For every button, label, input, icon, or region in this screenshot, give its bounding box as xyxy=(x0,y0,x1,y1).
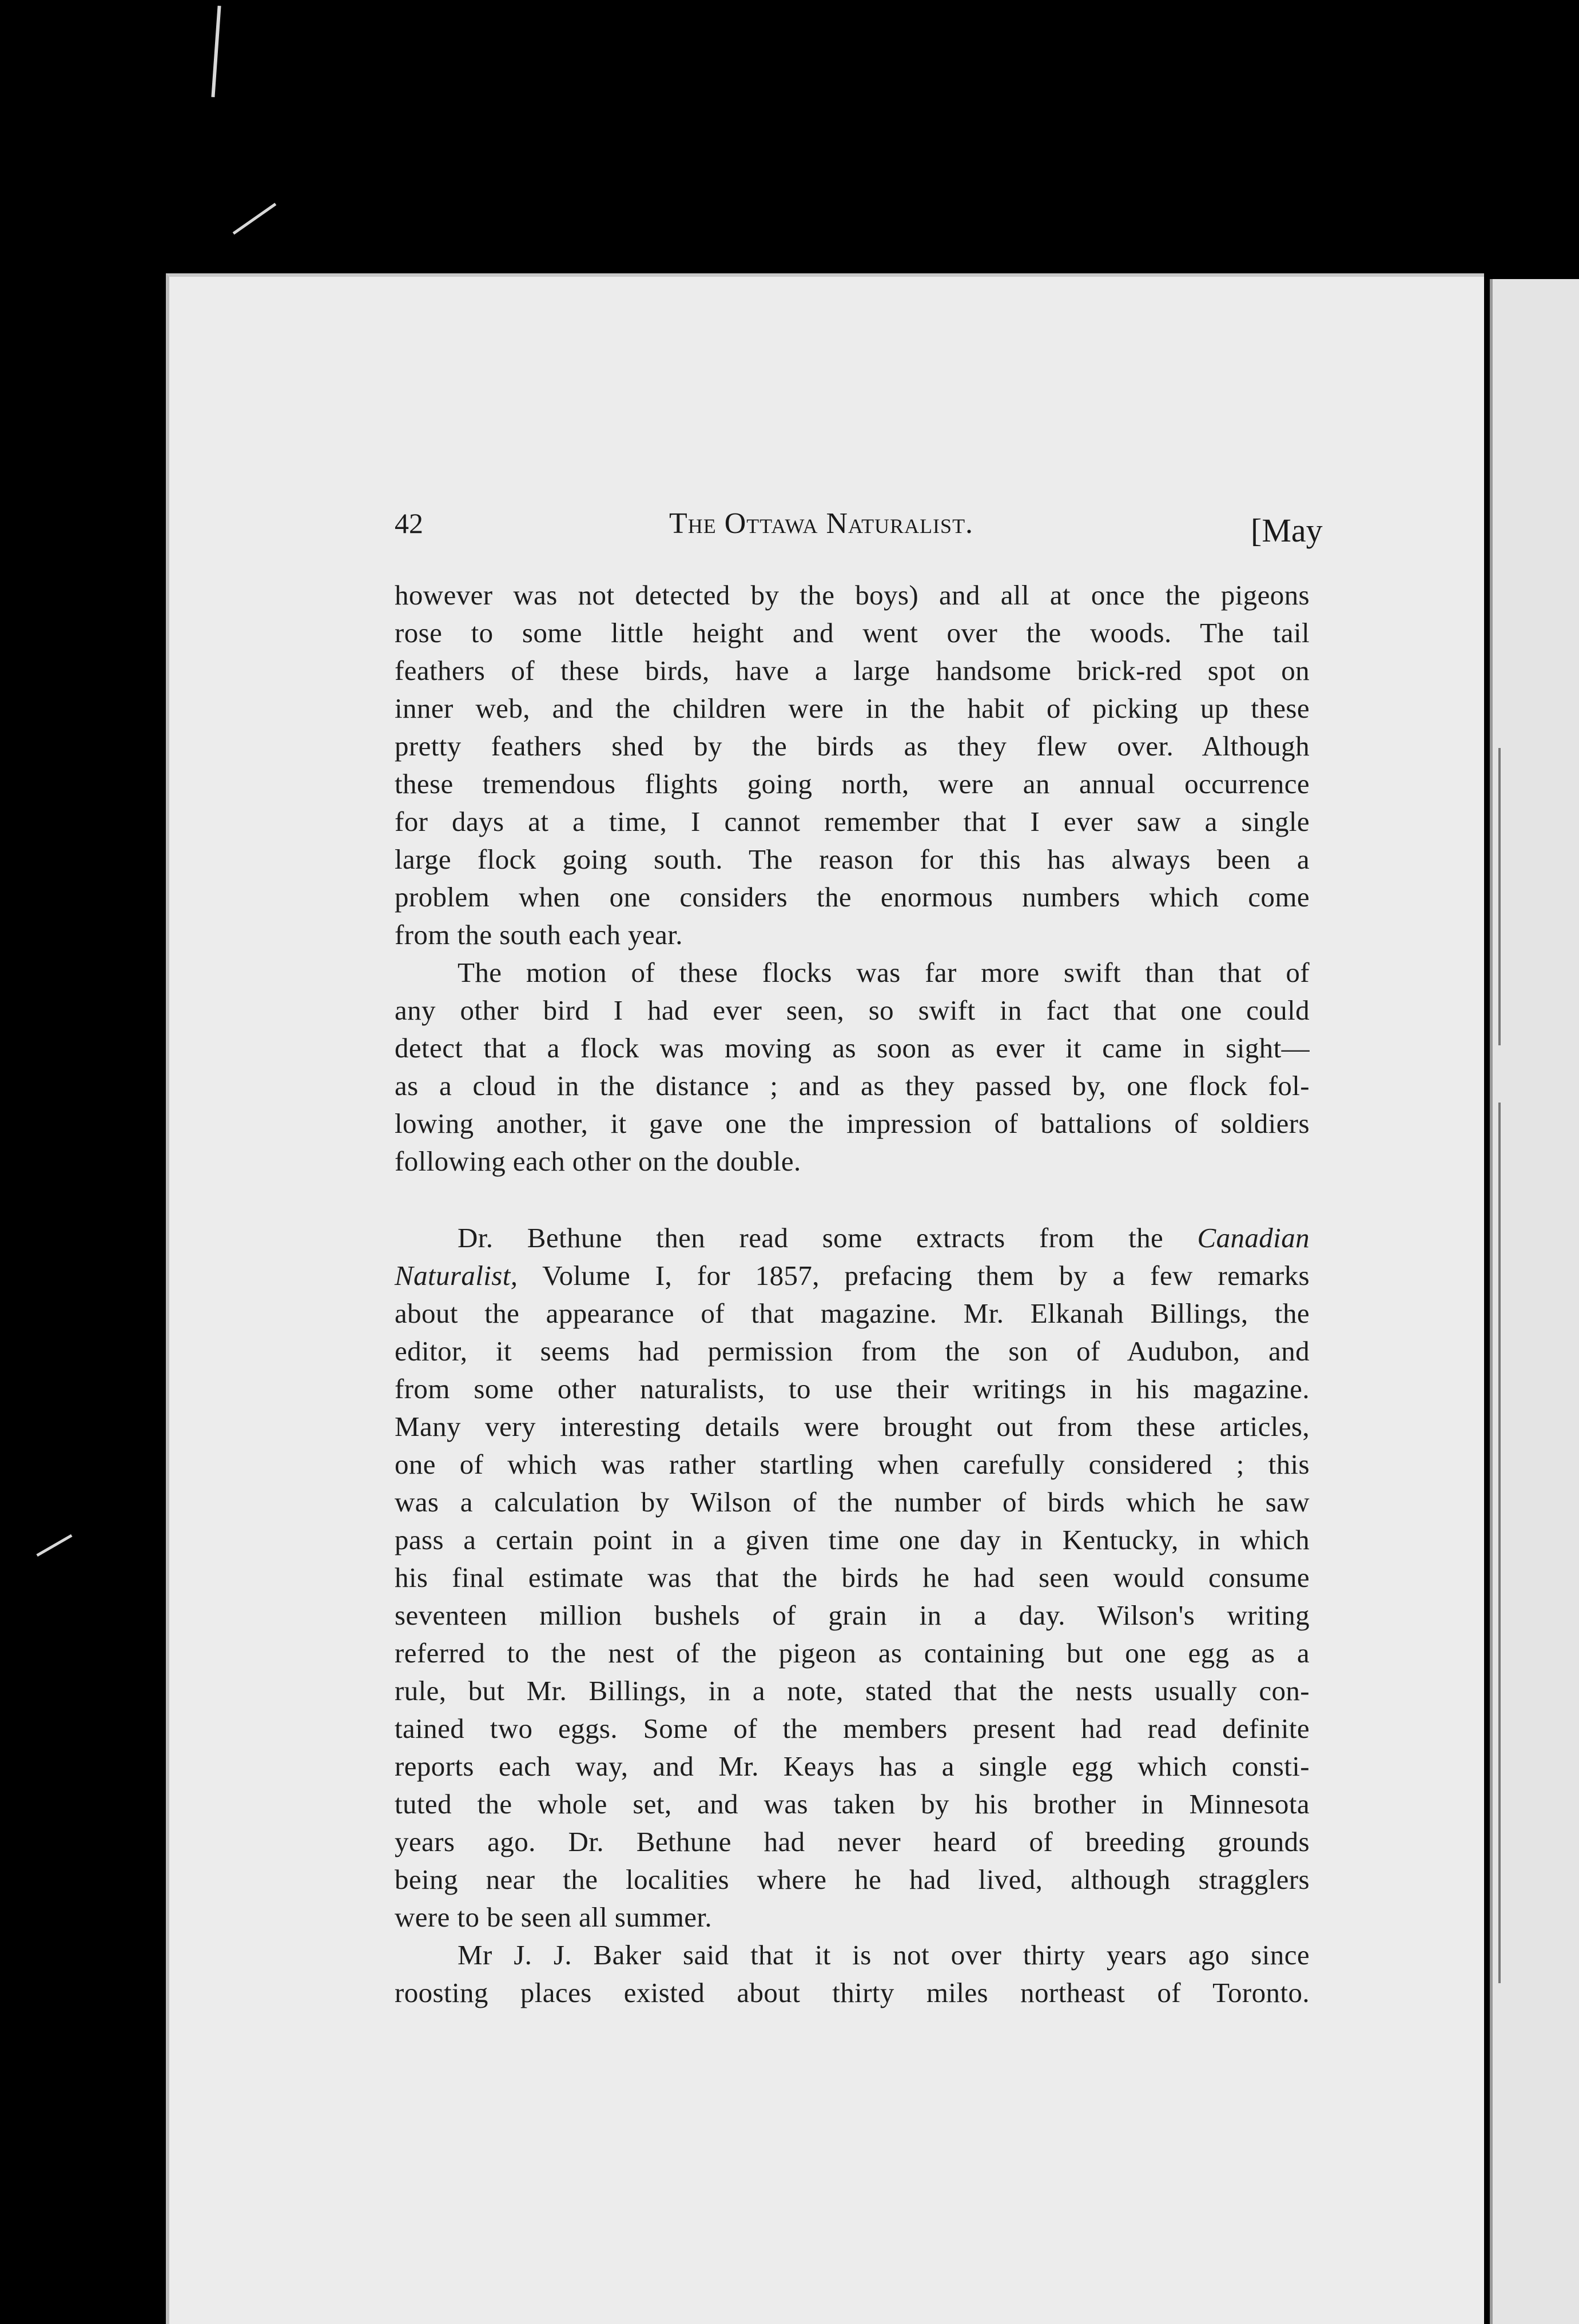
running-title: The Ottawa Naturalist. xyxy=(669,507,974,540)
text-line: roosting places existed about thirty miles northeast of Toronto. xyxy=(395,1977,1310,2008)
text-line: one of which was rather startling when carefully considered ; this xyxy=(395,1448,1310,1480)
text-line: pretty feathers shed by the birds as they flew over. Although xyxy=(395,730,1310,762)
paragraph xyxy=(395,1219,1310,1936)
text-line: Mr J. J. Baker said that it is not over thirty years ago since xyxy=(458,1939,1310,1971)
text-line: as a cloud in the distance ; and as they passed by, one flock fol- xyxy=(395,1070,1310,1101)
facing-page-edge xyxy=(1490,279,1579,2324)
text-line: was a calculation by Wilson of the number of birds which he saw xyxy=(395,1486,1310,1518)
scan-mark xyxy=(233,203,277,235)
facing-page-mark xyxy=(1498,1103,1501,1983)
text-line: seventeen million bushels of grain in a day. Wilson's writing xyxy=(395,1599,1310,1631)
text-line: editor, it seems had permission from the son of Audubon, and xyxy=(395,1335,1310,1367)
text-line: The motion of these flocks was far more swift than that of xyxy=(458,957,1310,988)
text-line: rule, but Mr. Billings, in a note, stated that the nests usually con- xyxy=(395,1675,1310,1706)
text-line: inner web, and the children were in the habit of picking up these xyxy=(395,693,1310,724)
text-line: feathers of these birds, have a large handsome brick-red spot on xyxy=(395,655,1310,686)
text-line: problem when one considers the enormous numbers which come xyxy=(395,881,1310,913)
text-line: pass a certain point in a given time one day in Kentucky, in which xyxy=(395,1524,1310,1555)
running-month: [May xyxy=(1251,512,1323,549)
text-line: tained two eggs. Some of the members present had read definite xyxy=(395,1713,1310,1744)
text-run: Volume I, for 1857, prefacing them by a few remarks xyxy=(518,1260,1310,1291)
journal-title: Naturalist, xyxy=(395,1260,518,1291)
paragraph-gap xyxy=(395,1180,1310,1219)
text-line: his final estimate was that the birds he had seen would consume xyxy=(395,1562,1310,1593)
scan-mark xyxy=(36,1534,72,1557)
page-number: 42 xyxy=(395,507,423,539)
text-line: years ago. Dr. Bethune had never heard of breeding grounds xyxy=(395,1826,1310,1857)
text-line xyxy=(395,1257,1310,1295)
body-text xyxy=(395,576,1310,2012)
text-line: following each other on the double. xyxy=(395,1145,801,1177)
text-line: reports each way, and Mr. Keays has a single egg which consti- xyxy=(395,1750,1310,1782)
text-line: any other bird I had ever seen, so swift in fact that one could xyxy=(395,994,1310,1026)
text-line: Many very interesting details were brought out from these articles, xyxy=(395,1411,1310,1442)
paragraph xyxy=(395,1936,1310,2012)
text-line: detect that a flock was moving as soon as ever it came in sight— xyxy=(395,1032,1310,1064)
text-line: rose to some little height and went over the woods. The tail xyxy=(395,617,1310,648)
text-line: from some other naturalists, to use their writings in his magazine. xyxy=(395,1373,1310,1404)
paragraph xyxy=(395,954,1310,1180)
text-line: for days at a time, I cannot remember that I ever saw a single xyxy=(395,806,1310,837)
facing-page-mark xyxy=(1498,748,1501,1045)
text-line: lowing another, it gave one the impression of battalions of soldiers xyxy=(395,1108,1310,1139)
text-run: Dr. Bethune then read some extracts from the xyxy=(458,1222,1198,1253)
journal-title: Canadian xyxy=(1197,1222,1310,1253)
text-line: were to be seen all summer. xyxy=(395,1901,713,1933)
text-line: about the appearance of that magazine. Mr. Elkanah Billings, the xyxy=(395,1298,1310,1329)
text-line: however was not detected by the boys) and all at once the pigeons xyxy=(395,579,1310,611)
scan-mark xyxy=(211,6,221,97)
running-header xyxy=(395,503,1323,555)
text-line: being near the localities where he had lived, although stragglers xyxy=(395,1864,1310,1895)
text-line xyxy=(395,1219,1310,1257)
text-line: these tremendous flights going north, were an annual occurrence xyxy=(395,768,1310,799)
text-line: from the south each year. xyxy=(395,919,683,950)
text-line: large flock going south. The reason for this has always been a xyxy=(395,843,1310,875)
text-line: referred to the nest of the pigeon as containing but one egg as a xyxy=(395,1637,1310,1669)
paragraph xyxy=(395,576,1310,954)
text-line: tuted the whole set, and was taken by his brother in Minnesota xyxy=(395,1788,1310,1820)
